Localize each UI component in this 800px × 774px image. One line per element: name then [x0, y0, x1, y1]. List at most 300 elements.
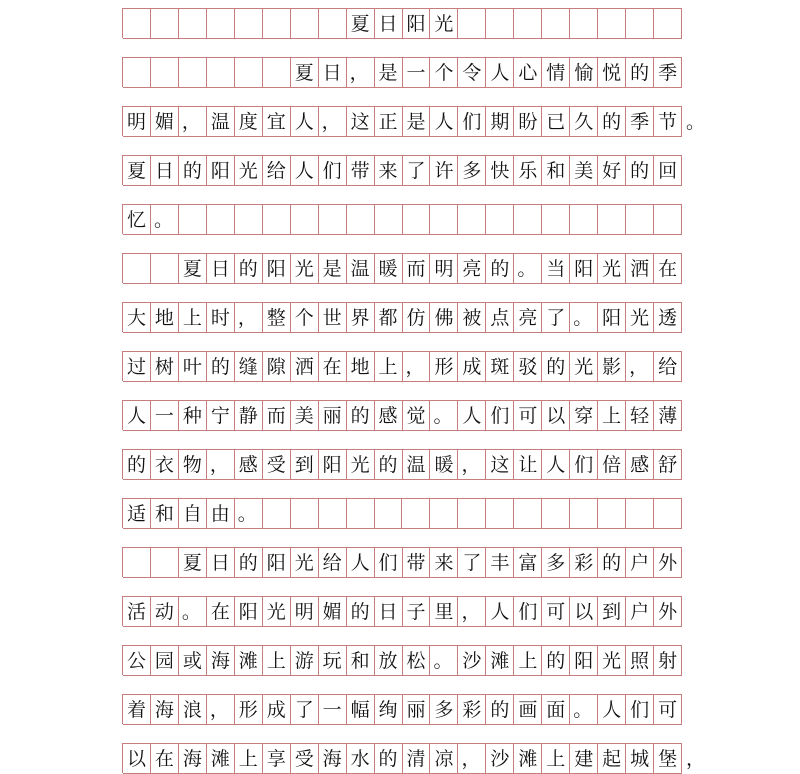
grid-char: 大: [123, 303, 151, 333]
grid-char: 给: [654, 352, 682, 382]
grid-cell: [626, 205, 654, 235]
grid-char: 阳: [263, 254, 291, 284]
grid-cell: [151, 9, 179, 39]
grid-char: 界: [347, 303, 375, 333]
grid-char: 富: [514, 548, 542, 578]
grid-char: 上: [542, 744, 570, 774]
grid-char: 美: [291, 401, 319, 431]
text-line: [122, 645, 682, 675]
grid-char: 可: [542, 597, 570, 627]
grid-char: 浪: [179, 695, 207, 725]
text-line: [122, 351, 682, 381]
grid-char: 光: [263, 597, 291, 627]
grid-cell: [458, 205, 486, 235]
grid-char: 而: [403, 254, 431, 284]
grid-cell: [291, 9, 319, 39]
grid-char: 滩: [486, 646, 514, 676]
grid-char: 情: [542, 58, 570, 88]
grid-char: 受: [263, 450, 291, 480]
grid-char: ，: [347, 58, 375, 88]
grid-char: 的: [235, 254, 263, 284]
grid-char: 人: [598, 695, 626, 725]
grid-cell: [235, 9, 263, 39]
grid-char: 温: [207, 107, 235, 137]
grid-char: 季: [626, 107, 654, 137]
grid-char: 幅: [347, 695, 375, 725]
grid-char: 觉: [403, 401, 431, 431]
grid-cell: [123, 58, 151, 88]
grid-char: 在: [207, 597, 235, 627]
grid-char: 阳: [570, 254, 598, 284]
grid-char: 户: [626, 548, 654, 578]
grid-cell: [207, 205, 235, 235]
grid-char: 宁: [207, 401, 235, 431]
grid-char: 佛: [430, 303, 458, 333]
grid-cell: [179, 9, 207, 39]
grid-char: 的: [486, 695, 514, 725]
grid-char: 多: [542, 548, 570, 578]
grid-char: 暖: [375, 254, 403, 284]
grid-char: 。: [179, 597, 207, 627]
grid-char: 日: [207, 254, 235, 284]
grid-char: 静: [235, 401, 263, 431]
grid-char: 人: [347, 548, 375, 578]
grid-char: 可: [654, 695, 682, 725]
text-line: [122, 449, 682, 479]
grid-cell: [458, 499, 486, 529]
grid-char: 动: [151, 597, 179, 627]
grid-char: 日: [207, 548, 235, 578]
grid-char: ，: [458, 597, 486, 627]
grid-cell: [654, 205, 682, 235]
grid-char: 洒: [291, 352, 319, 382]
grid-char: 缝: [235, 352, 263, 382]
grid-char: 人: [486, 597, 514, 627]
grid-char: 光: [235, 156, 263, 186]
grid-cell: [347, 205, 375, 235]
grid-char: 一: [151, 401, 179, 431]
grid-char: 阳: [570, 646, 598, 676]
grid-char: 驳: [514, 352, 542, 382]
grid-char: 亮: [458, 254, 486, 284]
grid-char: 夏: [123, 156, 151, 186]
grid-char: 受: [291, 744, 319, 774]
grid-char: 沙: [458, 646, 486, 676]
grid-char: ，: [235, 303, 263, 333]
grid-char: 凉: [430, 744, 458, 774]
grid-char: 人: [123, 401, 151, 431]
grid-char: ，: [319, 107, 347, 137]
grid-char: 感: [375, 401, 403, 431]
text-line: [122, 547, 682, 577]
grid-char: 媚: [151, 107, 179, 137]
grid-char: 夏: [291, 58, 319, 88]
grid-char: 被: [458, 303, 486, 333]
grid-char: 堡: [654, 744, 682, 774]
grid-char: 的: [207, 352, 235, 382]
grid-cell: [486, 205, 514, 235]
grid-char: 倍: [598, 450, 626, 480]
grid-char: 们: [570, 450, 598, 480]
grid-char: 愉: [570, 58, 598, 88]
grid-char: 由: [207, 499, 235, 529]
grid-char: 外: [654, 597, 682, 627]
grid-char: 给: [263, 156, 291, 186]
grid-char: 给: [319, 548, 347, 578]
grid-char: 度: [235, 107, 263, 137]
grid-char: 和: [542, 156, 570, 186]
grid-char: 的: [347, 597, 375, 627]
grid-char: ，: [207, 450, 235, 480]
grid-cell: [430, 205, 458, 235]
grid-char: ，: [403, 352, 431, 382]
grid-char: 世: [319, 303, 347, 333]
grid-char: 正: [375, 107, 403, 137]
text-line: [122, 743, 706, 773]
text-line: [122, 204, 682, 234]
grid-char: 期: [486, 107, 514, 137]
grid-char: 光: [291, 548, 319, 578]
grid-cell: [235, 205, 263, 235]
grid-char: 过: [123, 352, 151, 382]
grid-cell: [403, 205, 431, 235]
grid-char: 。: [570, 303, 598, 333]
grid-char: 。: [430, 401, 458, 431]
grid-char: 久: [570, 107, 598, 137]
grid-char: 们: [319, 156, 347, 186]
grid-char: 地: [151, 303, 179, 333]
grid-char: 带: [347, 156, 375, 186]
grid-cell: [598, 205, 626, 235]
grid-char: 夏: [347, 9, 375, 39]
grid-char: 以: [542, 401, 570, 431]
grid-cell: [570, 9, 598, 39]
grid-char: 物: [179, 450, 207, 480]
text-line: [122, 302, 682, 332]
grid-char: 的: [375, 450, 403, 480]
grid-cell: [542, 9, 570, 39]
grid-cell: [123, 254, 151, 284]
grid-char: 隙: [263, 352, 291, 382]
title-line: [122, 8, 682, 38]
grid-char: 个: [291, 303, 319, 333]
grid-char: 的: [123, 450, 151, 480]
grid-char: 外: [654, 548, 682, 578]
grid-char: 亮: [514, 303, 542, 333]
grid-char: 光: [598, 254, 626, 284]
grid-char: 地: [347, 352, 375, 382]
text-line: [122, 106, 706, 136]
grid-char: 享: [263, 744, 291, 774]
grid-cell: [179, 205, 207, 235]
grid-char: 季: [654, 58, 682, 88]
grid-cell: [263, 205, 291, 235]
grid-char: 衣: [151, 450, 179, 480]
grid-char: 个: [430, 58, 458, 88]
grid-char: 时: [207, 303, 235, 333]
grid-char: ，: [458, 450, 486, 480]
grid-char: 海: [151, 695, 179, 725]
grid-char: 丽: [319, 401, 347, 431]
grid-char: 人: [542, 450, 570, 480]
grid-char: 薄: [654, 401, 682, 431]
grid-char: 多: [458, 156, 486, 186]
grid-char: 们: [375, 548, 403, 578]
grid-char: 上: [179, 303, 207, 333]
grid-char: 点: [486, 303, 514, 333]
grid-cell: [570, 205, 598, 235]
grid-char: 人: [486, 58, 514, 88]
grid-char: 感: [626, 450, 654, 480]
grid-char: 彩: [570, 548, 598, 578]
grid-char: 阳: [235, 597, 263, 627]
grid-char: 的: [542, 352, 570, 382]
grid-char: 上: [263, 646, 291, 676]
grid-cell: [626, 499, 654, 529]
grid-cell: [514, 9, 542, 39]
grid-char: 是: [375, 58, 403, 88]
grid-char: 彩: [458, 695, 486, 725]
grid-char: ，: [458, 744, 486, 774]
grid-char: 人: [458, 401, 486, 431]
grid-char: 一: [319, 695, 347, 725]
grid-paper: [122, 8, 706, 770]
grid-char: 洒: [626, 254, 654, 284]
grid-char: 活: [123, 597, 151, 627]
grid-char: 穿: [570, 401, 598, 431]
grid-char: 子: [403, 597, 431, 627]
grid-char: 里: [430, 597, 458, 627]
grid-char: 的: [347, 401, 375, 431]
grid-char: 带: [403, 548, 431, 578]
grid-char: 来: [375, 156, 403, 186]
grid-char: 照: [626, 646, 654, 676]
grid-char: 射: [654, 646, 682, 676]
grid-char: 日: [375, 9, 403, 39]
grid-char: 透: [654, 303, 682, 333]
grid-cell: [235, 58, 263, 88]
grid-char: 人: [430, 107, 458, 137]
grid-char: 斑: [486, 352, 514, 382]
grid-char: 仿: [403, 303, 431, 333]
grid-char: 的: [179, 156, 207, 186]
grid-cell: [514, 499, 542, 529]
grid-char: 舒: [654, 450, 682, 480]
grid-char: 成: [263, 695, 291, 725]
grid-char: 叶: [179, 352, 207, 382]
overflow-punctuation: ，: [686, 748, 706, 770]
grid-char: 放: [375, 646, 403, 676]
grid-cell: [347, 499, 375, 529]
grid-char: 上: [514, 646, 542, 676]
grid-char: 忆: [123, 205, 151, 235]
grid-char: 轻: [626, 401, 654, 431]
grid-char: 节: [654, 107, 682, 137]
grid-cell: [263, 9, 291, 39]
grid-char: 公: [123, 646, 151, 676]
grid-cell: [319, 205, 347, 235]
grid-char: 绚: [375, 695, 403, 725]
grid-char: 人: [291, 156, 319, 186]
grid-char: ，: [626, 352, 654, 382]
grid-char: 和: [151, 499, 179, 529]
grid-char: 这: [486, 450, 514, 480]
grid-cell: [375, 205, 403, 235]
grid-char: 起: [598, 744, 626, 774]
grid-cell: [458, 9, 486, 39]
grid-char: 树: [151, 352, 179, 382]
grid-char: 园: [151, 646, 179, 676]
grid-cell: [319, 499, 347, 529]
grid-char: 海: [319, 744, 347, 774]
grid-char: 在: [654, 254, 682, 284]
grid-char: 光: [598, 646, 626, 676]
grid-char: 当: [542, 254, 570, 284]
grid-char: ，: [207, 695, 235, 725]
grid-char: 到: [291, 450, 319, 480]
grid-char: 日: [375, 597, 403, 627]
grid-char: 的: [598, 107, 626, 137]
grid-cell: [486, 499, 514, 529]
grid-cell: [570, 499, 598, 529]
grid-char: 沙: [486, 744, 514, 774]
grid-char: 的: [598, 548, 626, 578]
grid-char: 们: [514, 597, 542, 627]
grid-cell: [263, 499, 291, 529]
grid-char: 了: [542, 303, 570, 333]
grid-char: 或: [179, 646, 207, 676]
grid-char: 光: [430, 9, 458, 39]
grid-char: 光: [347, 450, 375, 480]
grid-char: 成: [458, 352, 486, 382]
grid-char: 松: [403, 646, 431, 676]
grid-char: 上: [598, 401, 626, 431]
grid-char: 多: [430, 695, 458, 725]
grid-char: 温: [347, 254, 375, 284]
grid-char: 们: [486, 401, 514, 431]
grid-char: 画: [514, 695, 542, 725]
grid-char: 游: [291, 646, 319, 676]
grid-char: 回: [654, 156, 682, 186]
grid-char: 阳: [403, 9, 431, 39]
grid-char: 水: [347, 744, 375, 774]
grid-char: 和: [347, 646, 375, 676]
grid-char: 夏: [179, 548, 207, 578]
grid-char: 乐: [514, 156, 542, 186]
grid-char: 都: [375, 303, 403, 333]
grid-cell: [654, 499, 682, 529]
grid-char: 整: [263, 303, 291, 333]
grid-char: 。: [514, 254, 542, 284]
grid-char: 已: [542, 107, 570, 137]
grid-char: 着: [123, 695, 151, 725]
grid-cell: [263, 58, 291, 88]
grid-char: 心: [514, 58, 542, 88]
grid-char: 。: [235, 499, 263, 529]
grid-char: 是: [319, 254, 347, 284]
grid-char: 温: [403, 450, 431, 480]
grid-char: 宜: [263, 107, 291, 137]
grid-cell: [598, 9, 626, 39]
grid-char: 影: [598, 352, 626, 382]
grid-char: 形: [430, 352, 458, 382]
grid-char: 滩: [207, 744, 235, 774]
grid-char: 上: [235, 744, 263, 774]
grid-char: 在: [319, 352, 347, 382]
grid-char: 上: [375, 352, 403, 382]
text-line: [122, 155, 682, 185]
overflow-punctuation: 。: [686, 111, 706, 133]
grid-char: 城: [626, 744, 654, 774]
grid-char: 阳: [319, 450, 347, 480]
grid-char: 了: [458, 548, 486, 578]
grid-cell: [123, 9, 151, 39]
text-line: [122, 253, 682, 283]
grid-char: 阳: [263, 548, 291, 578]
text-line: [122, 498, 682, 528]
grid-char: 的: [542, 646, 570, 676]
grid-char: 们: [626, 695, 654, 725]
grid-cell: [151, 548, 179, 578]
grid-char: 滩: [514, 744, 542, 774]
grid-char: 人: [291, 107, 319, 137]
grid-char: 。: [151, 205, 179, 235]
grid-char: 以: [570, 597, 598, 627]
grid-cell: [179, 58, 207, 88]
grid-char: 了: [403, 156, 431, 186]
grid-char: 这: [347, 107, 375, 137]
grid-char: 光: [570, 352, 598, 382]
text-line: [122, 57, 682, 87]
grid-char: 美: [570, 156, 598, 186]
grid-cell: [375, 499, 403, 529]
grid-char: 在: [151, 744, 179, 774]
grid-char: 明: [123, 107, 151, 137]
grid-char: 的: [486, 254, 514, 284]
grid-char: 的: [626, 156, 654, 186]
grid-cell: [151, 58, 179, 88]
grid-cell: [654, 9, 682, 39]
grid-cell: [626, 9, 654, 39]
grid-cell: [123, 548, 151, 578]
grid-char: 暖: [430, 450, 458, 480]
grid-cell: [402, 499, 430, 529]
grid-char: 滩: [235, 646, 263, 676]
grid-char: 。: [430, 646, 458, 676]
grid-char: 是: [403, 107, 431, 137]
grid-char: 的: [626, 58, 654, 88]
grid-char: 日: [151, 156, 179, 186]
grid-char: 的: [375, 744, 403, 774]
grid-char: 明: [291, 597, 319, 627]
grid-char: 盼: [514, 107, 542, 137]
grid-char: 玩: [319, 646, 347, 676]
grid-char: 海: [207, 646, 235, 676]
grid-char: 面: [542, 695, 570, 725]
grid-char: 建: [570, 744, 598, 774]
grid-cell: [207, 9, 235, 39]
grid-char: 。: [570, 695, 598, 725]
grid-char: 媚: [319, 597, 347, 627]
grid-char: 适: [123, 499, 151, 529]
grid-char: 光: [626, 303, 654, 333]
grid-char: 日: [319, 58, 347, 88]
grid-char: 夏: [179, 254, 207, 284]
grid-cell: [430, 499, 458, 529]
grid-cell: [542, 499, 570, 529]
grid-char: 光: [291, 254, 319, 284]
grid-cell: [486, 9, 514, 39]
